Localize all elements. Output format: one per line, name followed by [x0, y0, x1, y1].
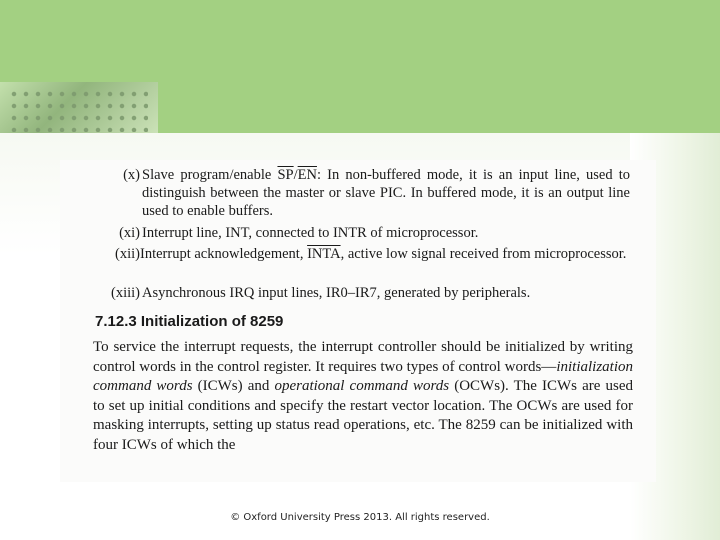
item-number: (x): [123, 167, 140, 183]
item-number: (xi): [119, 225, 140, 241]
section-heading: 7.12.3 Initialization of 8259: [95, 313, 284, 330]
item-text: Asynchronous IRQ input lines, IR0–IR7, generated by peripherals.: [142, 285, 531, 301]
item-number: (xii): [115, 246, 140, 262]
chip-pin-grid: [8, 88, 148, 132]
item-text: Interrupt acknowledgement, INTA, active low signal received from microprocessor.: [140, 246, 627, 262]
body-paragraph: To service the interrupt requests, the interrupt controller should be initialized by writing control words in the control register. It requires two types of control words—initialization command words (ICWs) and operational command words (OCWs). The ICWs are used to set up initial conditions and specify the restart vector location. The OCWs are used for masking interrupts, setting up status read operations, etc. The 8259 can be initialized with four ICWs of which the: [93, 339, 633, 453]
copyright-footer: © Oxford University Press 2013. All rights reserved.: [230, 512, 490, 523]
item-number: (xiii): [111, 285, 140, 301]
item-text: Slave program/enable $\overline{SP}/\overline{EN}$: In non-buffered mode, it is an input line, used to distinguish between the master or slave PIC. In buffered mode, it is an output line used to enable buffers.: [142, 167, 630, 219]
item-text: Interrupt line, INT, connected to INTR of microprocessor.: [142, 225, 479, 241]
scanned-textbook-page: [60, 160, 656, 482]
